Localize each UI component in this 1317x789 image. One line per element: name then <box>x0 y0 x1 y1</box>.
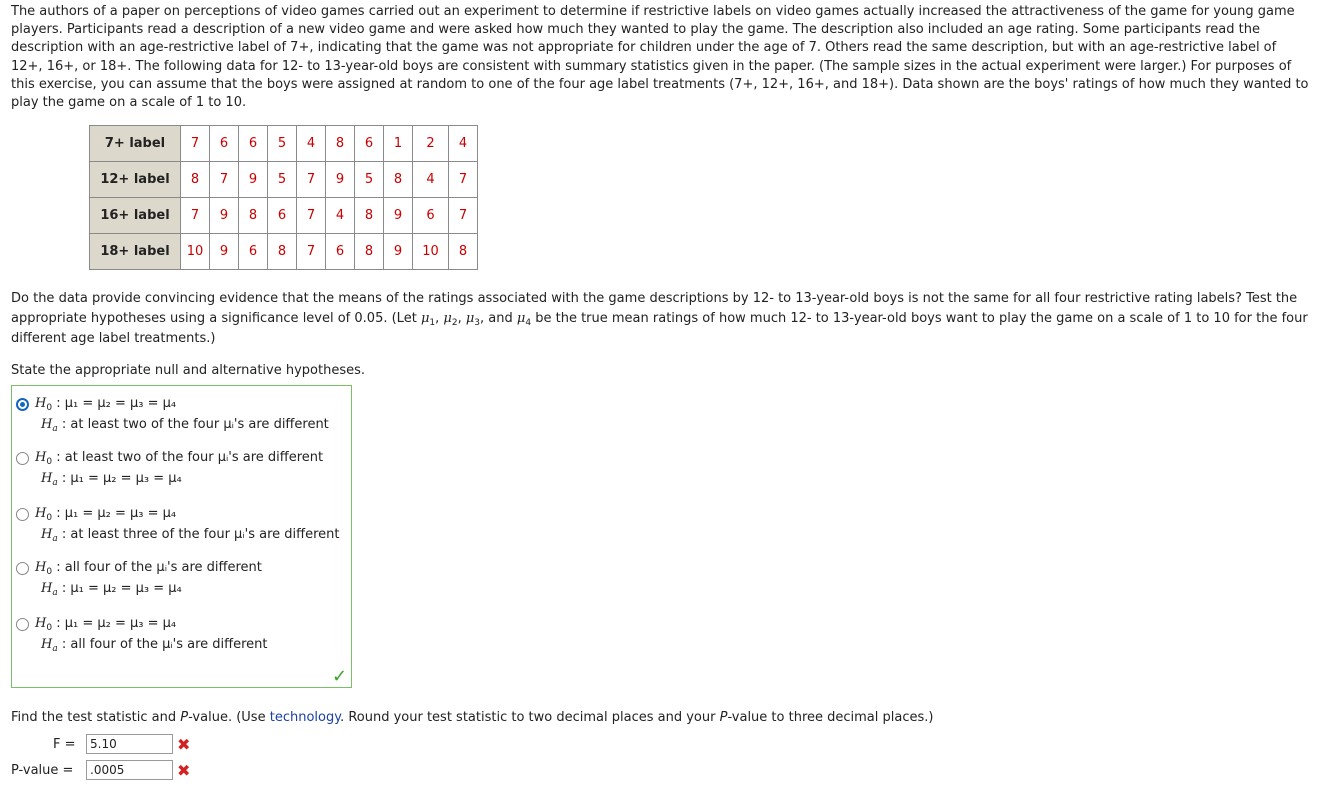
question-part2: be the true mean ratings of how much 12- to 13-year-old boys want to play the game on a scale of 1 to 10 for the four different age label treatments.) <box>11 310 1308 346</box>
table-cell: 9 <box>384 234 413 270</box>
table-cell: 6 <box>355 126 384 162</box>
row-label: 12+ label <box>90 162 181 198</box>
row-label: 7+ label <box>90 126 181 162</box>
table-cell: 5 <box>268 162 297 198</box>
table-cell: 8 <box>268 234 297 270</box>
alt-hypothesis: $H_a$ : μ₁ = μ₂ = μ₃ = μ₄ <box>41 471 182 488</box>
question-part1: Do the data provide convincing evidence that the means of the ratings associated with the game descriptions by 12- to 13-year-old boys is not the same for all four restrictive rating labels? Test the appropriate hypotheses using a significance level of 0.05. (Let <box>11 291 1298 326</box>
technology-link[interactable]: technology <box>269 710 341 725</box>
f-statistic-input[interactable] <box>86 734 173 754</box>
table-cell: 7 <box>297 234 326 270</box>
state-hypotheses-prompt: State the appropriate null and alternative hypotheses. <box>11 363 365 378</box>
table-cell: 6 <box>210 126 239 162</box>
find-prompt: Find the test statistic and P-value. (Use technology. Round your test statistic to two decimal places and your P-value to three decimal places.) <box>11 710 934 725</box>
table-cell: 7 <box>210 162 239 198</box>
table-cell: 8 <box>181 162 210 198</box>
ratings-table <box>89 125 478 270</box>
table-cell: 9 <box>326 162 355 198</box>
table-cell: 8 <box>449 234 478 270</box>
f-label: F = <box>53 737 76 752</box>
table-cell: 4 <box>326 198 355 234</box>
table-cell: 4 <box>297 126 326 162</box>
table-cell: 7 <box>181 126 210 162</box>
radio-button[interactable] <box>16 508 29 521</box>
table-cell: 6 <box>239 126 268 162</box>
table-cell: 9 <box>210 234 239 270</box>
null-hypothesis: $H_0$ : all four of the μᵢ's are different <box>35 560 262 577</box>
incorrect-x-icon: ✖ <box>177 761 191 780</box>
table-cell: 8 <box>355 234 384 270</box>
table-cell: 5 <box>268 126 297 162</box>
table-row <box>90 234 478 270</box>
radio-button[interactable] <box>16 562 29 575</box>
table-cell: 10 <box>413 234 449 270</box>
alt-hypothesis: $H_a$ : μ₁ = μ₂ = μ₃ = μ₄ <box>41 581 182 598</box>
correct-check-icon: ✓ <box>332 666 348 687</box>
row-label: 18+ label <box>90 234 181 270</box>
table-cell: 2 <box>413 126 449 162</box>
table-cell: 9 <box>210 198 239 234</box>
problem-intro: The authors of a paper on perceptions of video games carried out an experiment to determine if restrictive labels on video games actually increased the attractiveness of the game for young game players. Participants read a description of a new video game and were asked how much they wanted to play the game. The description also included an age rating. Some participants read the description with an age-restrictive label of 7+, indicating that the game was not appropriate for children under the age of 7. Others read the same description, but with an age-restrictive label of 12+, 16+, or 18+. The following data for 12- to 13-year-old boys are consistent with summary statistics given in the paper. (The sample sizes in the actual experiment were larger.) For purposes of this exercise, you can assume that the boys were assigned at random to one of the four age label treatments (7+, 12+, 16+, and 18+). Data shown are the boys' ratings of how much they wanted to play the game on a scale of 1 to 10. <box>11 4 1309 111</box>
table-cell: 4 <box>449 126 478 162</box>
table-cell: 1 <box>384 126 413 162</box>
table-row <box>90 126 478 162</box>
table-cell: 6 <box>413 198 449 234</box>
table-cell: 6 <box>268 198 297 234</box>
hypotheses-answer-box <box>11 385 352 688</box>
p-value-input[interactable] <box>86 760 173 780</box>
null-hypothesis: $H_0$ : μ₁ = μ₂ = μ₃ = μ₄ <box>35 396 177 413</box>
question-text: Do the data provide convincing evidence that the means of the ratings associated with the game descriptions by 12- to 13-year-old boys is not the same for all four restrictive rating labels? Test the appropriate hypotheses using a significance level of 0.05. (Let $\mu_1$, $\mu_2$, $\mu_3$, and $\mu_4$ be the true mean ratings of how much 12- to 13-year-old boys want to play the game on a scale of 1 to 10 for the four different age label treatments.) <box>11 291 1308 346</box>
alt-hypothesis: $H_a$ : at least three of the four μᵢ's are different <box>41 527 340 544</box>
table-cell: 4 <box>413 162 449 198</box>
alt-hypothesis: $H_a$ : at least two of the four μᵢ's are different <box>41 417 329 434</box>
p-value-label: P-value = <box>11 763 74 778</box>
table-cell: 7 <box>297 162 326 198</box>
table-cell: 7 <box>181 198 210 234</box>
null-hypothesis: $H_0$ : μ₁ = μ₂ = μ₃ = μ₄ <box>35 506 177 523</box>
null-hypothesis: $H_0$ : μ₁ = μ₂ = μ₃ = μ₄ <box>35 616 177 633</box>
table-cell: 6 <box>239 234 268 270</box>
alt-hypothesis: $H_a$ : all four of the μᵢ's are different <box>41 637 268 654</box>
table-cell: 8 <box>384 162 413 198</box>
table-cell: 8 <box>239 198 268 234</box>
radio-button[interactable] <box>16 618 29 631</box>
table-row <box>90 162 478 198</box>
row-label: 16+ label <box>90 198 181 234</box>
table-cell: 8 <box>355 198 384 234</box>
table-cell: 9 <box>384 198 413 234</box>
table-cell: 7 <box>449 162 478 198</box>
table-cell: 9 <box>239 162 268 198</box>
table-cell: 5 <box>355 162 384 198</box>
table-cell: 7 <box>449 198 478 234</box>
radio-button[interactable] <box>16 452 29 465</box>
table-cell: 7 <box>297 198 326 234</box>
null-hypothesis: $H_0$ : at least two of the four μᵢ's are different <box>35 450 324 467</box>
table-cell: 8 <box>326 126 355 162</box>
incorrect-x-icon: ✖ <box>177 735 191 754</box>
radio-button[interactable] <box>16 398 29 411</box>
table-row <box>90 198 478 234</box>
table-cell: 6 <box>326 234 355 270</box>
table-cell: 10 <box>181 234 210 270</box>
